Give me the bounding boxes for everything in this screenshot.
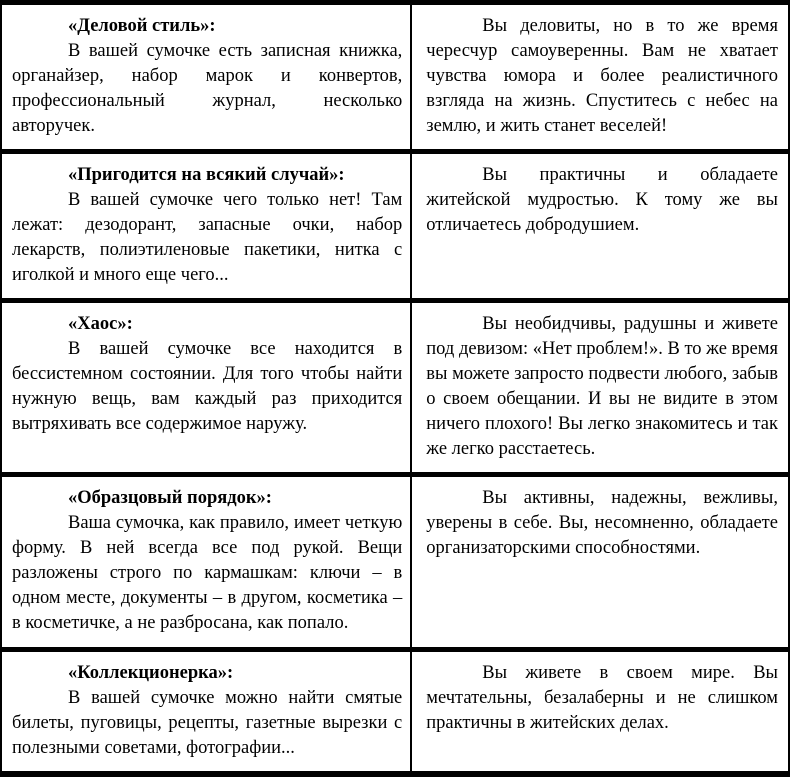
personality-cell [412,652,788,771]
personality-description: Вы живете в своем мире. Вы мечтательны, безалаберны и не слишком практичны в житейских делах. [426,663,778,733]
category-description: В вашей сумочке есть записная книжка, органайзер, набор марок и конвертов, профессиональный журнал, несколько авторучек. [12,41,403,136]
personality-cell [412,303,788,472]
table-row [2,652,788,771]
category-title: «Деловой стиль»: [68,16,216,36]
personality-description: Вы активны, надежны, вежливы, уверены в себе. Вы, несомненно, обладаете организаторскими способностями. [426,488,778,558]
table-row [2,477,788,652]
category-description: В вашей сумочке чего только нет! Там лежат: дезодорант, запасные очки, набор лекарств, полиэтиленовые пакетики, нитка с иголкой и много еще чего... [12,190,403,285]
handbag-style-cell [2,652,412,771]
table-row [2,154,788,303]
personality-cell [412,5,788,149]
personality-cell [412,154,788,298]
personality-cell [412,477,788,647]
personality-description: Вы практичны и обладаете житейской мудростью. К тому же вы отличаетесь добродушием. [426,165,778,235]
personality-description: Вы необидчивы, радушны и живете под девизом: «Нет проблем!». В то же время вы можете запросто подвести любого, забыв о своем обещании. И вы не видите в этом ничего плохого! Вы легко знакомитесь и так же легко расстаетесь. [426,314,778,459]
category-description: В вашей сумочке можно найти смятые билеты, пуговицы, рецепты, газетные вырезки с полезными советами, фотографии... [12,688,403,758]
table-row [2,5,788,154]
category-title: «Хаос»: [68,314,133,334]
handbag-style-cell [2,5,412,149]
category-title: «Коллекционерка»: [68,663,234,683]
category-title: «Пригодится на всякий случай»: [68,165,345,185]
category-description: В вашей сумочке все находится в бессистемном состоянии. Для того чтобы найти нужную вещь, вам каждый раз приходится вытряхивать все содержимое наружу. [12,339,403,434]
category-title: «Образцовый порядок»: [68,488,272,508]
handbag-style-cell [2,303,412,472]
handbag-style-cell [2,154,412,298]
category-description: Ваша сумочка, как правило, имеет четкую форму. В ней всегда все под рукой. Вещи разложены строго по кармашкам: ключи – в одном месте, документы – в другом, косметика – в косметичке, а не разбросана, как попало. [12,513,403,633]
table-row [2,303,788,477]
handbag-style-cell [2,477,412,647]
personality-description: Вы деловиты, но в то же время чересчур самоуверенны. Вам не хватает чувства юмора и более реалистичного взгляда на жизнь. Спуститесь с небес на землю, и жить станет веселей! [426,16,778,136]
